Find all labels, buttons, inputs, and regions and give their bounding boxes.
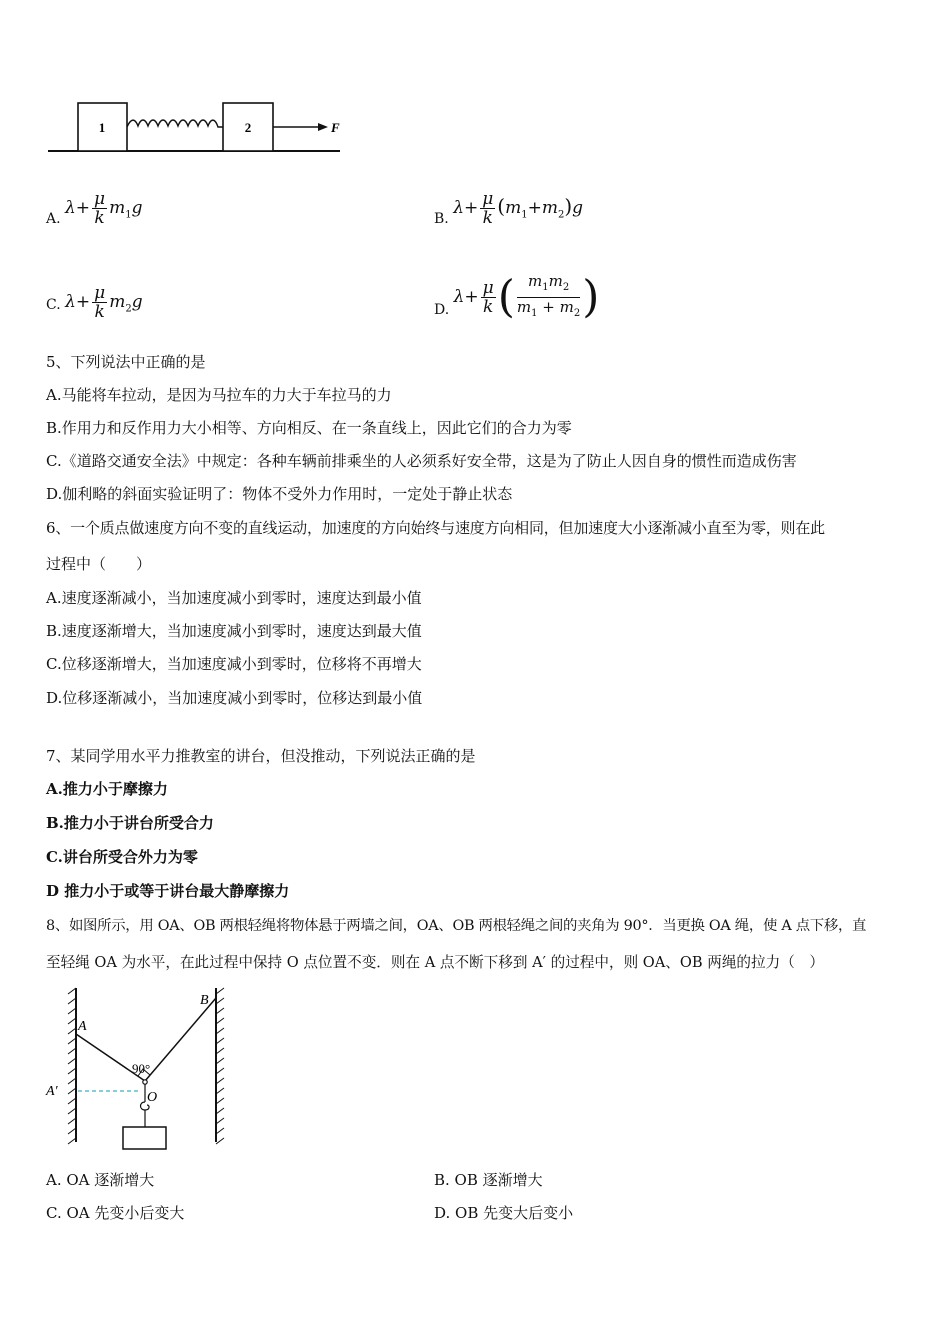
q4-option-b[interactable]: [434, 190, 583, 229]
option-letter: A.: [46, 211, 61, 227]
q6-option-b[interactable]: B.速度逐渐增大，当加速度减小到零时，速度达到最大值: [46, 622, 422, 640]
q7-option-c[interactable]: C.讲台所受合外力为零: [46, 848, 198, 866]
q6-stem-line1: 6、一个质点做速度方向不变的直线运动，加速度的方向始终与速度方向相同，但加速度大小逐渐减小直至为零，则在此: [46, 519, 825, 537]
spring: [127, 120, 223, 127]
formula-d: λ+ $\frac{\mu}{k}$ ( $\frac{m_1m_2}{m_1 + m_2}$ ): [453, 271, 600, 323]
q4-option-a[interactable]: [46, 190, 143, 229]
option-letter: B.: [434, 211, 449, 227]
q8-option-c[interactable]: C. OA 先变小后变大: [46, 1204, 185, 1222]
block-1-label: 1: [98, 120, 106, 135]
q5-option-b[interactable]: B.作用力和反作用力大小相等、方向相反、在一条直线上，因此它们的合力为零: [46, 419, 572, 437]
q5-option-c[interactable]: C.《道路交通安全法》中规定：各种车辆前排乘坐的人必须系好安全带，这是为了防止人因自身的惯性而造成伤害: [46, 452, 797, 470]
option-letter: C.: [46, 297, 61, 313]
q7-option-a[interactable]: A.推力小于摩擦力: [46, 780, 168, 798]
label-o: O: [147, 1090, 158, 1105]
spring-blocks-figure: [44, 96, 354, 158]
q6-option-d[interactable]: D.位移逐渐减小，当加速度减小到零时，位移达到最小值: [46, 689, 423, 707]
block-2-label: 2: [244, 120, 252, 135]
q5-option-d[interactable]: D.伽利略的斜面实验证明了：物体不受外力作用时，一定处于静止状态: [46, 485, 513, 503]
q7-option-b[interactable]: B.推力小于讲台所受合力: [46, 814, 214, 832]
q8-stem-line2: 至轻绳 OA 为水平，在此过程中保持 O 点位置不变．则在 A 点不断下移到 A′ 的过程中，则 OA、OB 两绳的拉力（ ）: [46, 954, 824, 971]
q8-option-d[interactable]: D. OB 先变大后变小: [434, 1204, 574, 1222]
q6-option-a[interactable]: A.速度逐渐减小，当加速度减小到零时，速度达到最小值: [46, 589, 422, 607]
force-label: F: [331, 120, 340, 135]
q6-option-c[interactable]: C.位移逐渐增大，当加速度减小到零时，位移将不再增大: [46, 655, 422, 673]
arrow-head: [318, 123, 328, 131]
q8-option-b[interactable]: B. OB 逐渐增大: [434, 1171, 543, 1189]
label-b: B: [200, 993, 209, 1008]
q5-option-a[interactable]: A.马能将车拉动，是因为马拉车的力大于车拉马的力: [46, 386, 392, 404]
q4-option-c[interactable]: [46, 284, 143, 321]
q7-option-d[interactable]: D 推力小于或等于讲台最大静摩擦力: [46, 882, 290, 900]
label-angle: 90°: [132, 1061, 151, 1076]
label-a: A: [78, 1019, 87, 1034]
formula-b: λ+ $\frac{\mu}{k}$ $(m_1+m_2)g$: [453, 189, 584, 228]
knot-o: [143, 1080, 147, 1084]
formula-c: λ+ $\frac{\mu}{k}$ $m_2g$: [65, 283, 143, 322]
q8-option-a[interactable]: A. OA 逐渐增大: [46, 1171, 155, 1189]
hanging-weight: [123, 1127, 166, 1149]
option-letter: D.: [434, 302, 450, 318]
q8-stem-line1: 8、如图所示，用 OA、OB 两根轻绳将物体悬于两墙之间，OA、OB 两根轻绳之间的夹角为 90°．当更换 OA 绳，使 A 点下移，直: [46, 918, 867, 934]
q4-option-d[interactable]: [434, 272, 599, 323]
rope-wall-figure: [44, 984, 234, 1156]
right-wall-hatching: [216, 988, 224, 1144]
left-wall-hatching: [68, 988, 76, 1144]
q6-stem-line2: 过程中（ ）: [46, 555, 152, 573]
label-a-prime: A′: [46, 1084, 58, 1099]
q7-stem: 7、某同学用水平力推教室的讲台，但没推动，下列说法正确的是: [46, 747, 476, 765]
formula-a: λ+ $\frac{\mu}{k}$ $m_1g$: [65, 189, 143, 228]
q5-stem: 5、下列说法中正确的是: [46, 353, 206, 371]
rope-ob: [145, 998, 216, 1081]
